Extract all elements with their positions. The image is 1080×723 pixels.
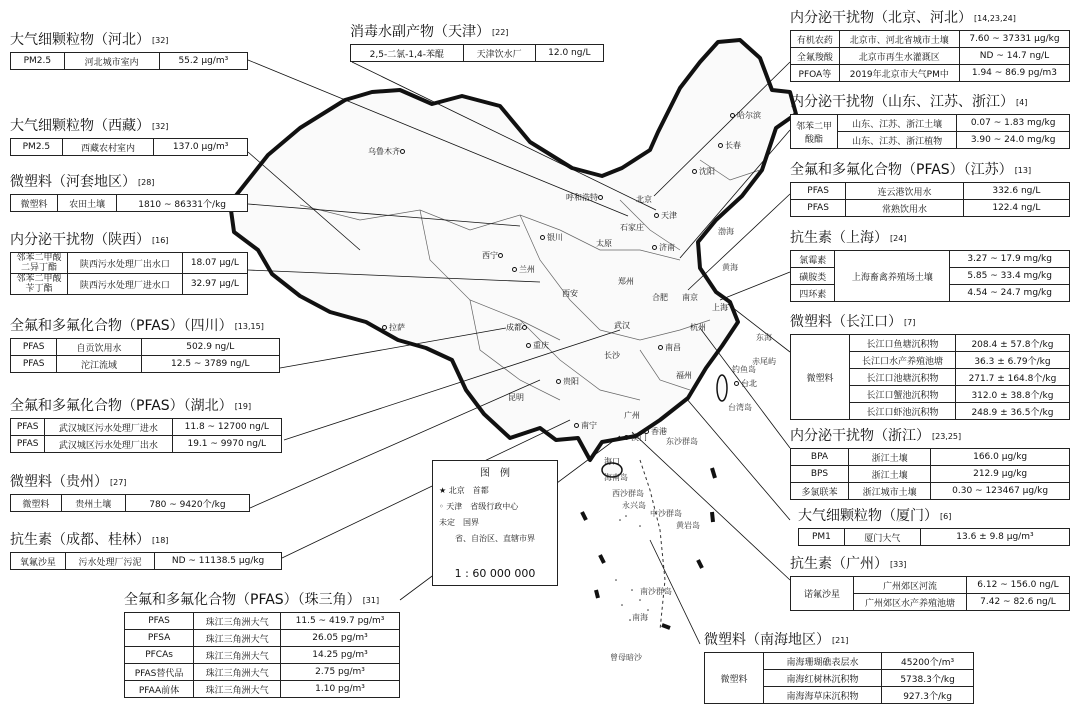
panel-title: 抗生素（成都、桂林） [18]	[10, 532, 169, 548]
table-row: PFAA前体 珠江三角洲大气 1.10 pg/m³	[125, 681, 400, 698]
label-dongsha: 东沙群岛	[666, 437, 698, 446]
label-nanhai: 南海	[632, 613, 648, 622]
table-row: 微塑料 长江口鱼塘沉积物 208.4 ± 57.8个/kg	[791, 335, 1070, 352]
panel-table	[10, 194, 248, 212]
panel-abx-chengdu-guilin	[10, 532, 282, 570]
panel-title: 微塑料（长江口） [7]	[790, 314, 916, 330]
panel-edc-shaanxi	[10, 232, 248, 295]
table-row: 长江口虾池沉积物 248.9 ± 36.5个/kg	[791, 403, 1070, 420]
city-harbin: 哈尔滨	[730, 110, 761, 121]
table-row: 长江口蟹池沉积物 312.0 ± 38.8个/kg	[791, 386, 1070, 403]
table-row: 有机农药 北京市、河北省城市土壤 7.60 ~ 37331 μg/kg	[791, 31, 1070, 48]
table-row: 长江口水产养殖池塘 36.3 ± 6.79个/kg	[791, 352, 1070, 369]
city-hangzhou: 杭州	[690, 323, 706, 332]
panel-title: 全氟和多氟化合物（PFAS）（四川） [13,15]	[10, 318, 264, 334]
panel-table	[798, 528, 1070, 546]
city-lanzhou: 兰州	[512, 264, 535, 275]
city-shenyang: 沈阳	[692, 166, 715, 177]
table-row: PFSA 珠江三角洲大气 26.05 pg/m³	[125, 630, 400, 647]
city-tianjin: 天津	[654, 210, 677, 221]
city-changchun: 长春	[718, 140, 741, 151]
panel-table	[350, 44, 604, 62]
table-row: 山东、江苏、浙江植物 3.90 ~ 24.0 mg/kg	[791, 132, 1070, 149]
city-lhasa: 拉萨	[382, 322, 405, 333]
panel-edc-sd-js-zj	[790, 94, 1070, 149]
city-nanning: 南宁	[574, 420, 597, 431]
panel-pfas-prd	[124, 592, 400, 698]
city-hohhot: 呼和浩特	[566, 192, 605, 203]
table-row: 微塑料 农田土壤 1810 ~ 86331个/kg	[11, 195, 248, 212]
city-shanghai: 上海	[712, 303, 728, 312]
table-row: 磺胺类 5.85 ~ 33.4 mg/kg	[791, 268, 1070, 285]
legend-title: 图 例	[480, 468, 510, 479]
label-donghai: 东海	[756, 333, 772, 342]
city-hefei: 合肥	[652, 293, 668, 302]
legend-province-border: 省、自治区、直辖市界	[439, 534, 535, 543]
table-row: 长江口池塘沉积物 271.7 ± 164.8个/kg	[791, 369, 1070, 386]
city-chengdu: 成都	[506, 322, 529, 333]
panel-mp-yangtze	[790, 314, 1070, 420]
table-row: 氯霉素 上海畜禽养殖场土壤 3.27 ~ 17.9 mg/kg	[791, 251, 1070, 268]
panel-table	[10, 418, 282, 453]
table-row: 四环素 4.54 ~ 24.7 mg/kg	[791, 285, 1070, 302]
taiwan-island	[717, 375, 727, 401]
table-row: PFAS替代品 珠江三角洲大气 2.75 pg/m³	[125, 664, 400, 681]
table-row: 广州郊区水产养殖池塘 7.42 ~ 82.6 ng/L	[791, 594, 1070, 611]
panel-table	[10, 338, 280, 373]
label-chiwei: 赤尾屿	[752, 357, 776, 366]
panel-title: 大气细颗粒物（厦门） [6]	[798, 508, 952, 524]
panel-title: 内分泌干扰物（陕西） [16]	[10, 232, 169, 248]
table-row: 邻苯二甲酸苄丁酯 陕西污水处理厂进水口 32.97 μg/L	[11, 274, 248, 295]
panel-title: 内分泌干扰物（北京、河北） [14,23,24]	[790, 10, 1016, 26]
panel-pm-xizang	[10, 118, 248, 156]
panel-mp-southsea	[704, 632, 974, 704]
table-row: PFAS 武汉城区污水处理厂进水 11.8 ~ 12700 ng/L	[11, 419, 282, 436]
table-row: 南海红树林沉积物 5738.3个/kg	[705, 670, 974, 687]
city-beijing: 北京	[636, 195, 652, 204]
table-row: PM2.5 河北城市室内 55.2 μg/m³	[11, 53, 248, 70]
label-diaoyu: 钓鱼岛	[732, 365, 756, 374]
city-hongkong: 香港	[644, 426, 667, 437]
table-row: PFAS 自贡饮用水 502.9 ng/L	[11, 339, 280, 356]
table-row: PM2.5 西藏农村室内 137.0 μg/m³	[11, 139, 248, 156]
panel-table	[790, 114, 1070, 149]
city-wuhan: 武汉	[614, 321, 630, 330]
panel-table	[790, 334, 1070, 420]
city-zhengzhou: 郑州	[618, 277, 634, 286]
table-row: PM1 厦门大气 13.6 ± 9.8 μg/m³	[799, 529, 1070, 546]
legend-scale: 1 : 60 000 000	[454, 567, 536, 580]
panel-pfas-sichuan	[10, 318, 280, 373]
city-urumqi: 乌鲁木齐	[368, 146, 407, 157]
panel-pfas-hubei	[10, 398, 282, 453]
panel-title: 内分泌干扰物（山东、江苏、浙江） [4]	[790, 94, 1028, 110]
legend-capital: ★ 北京 首都	[439, 486, 489, 495]
city-guangzhou: 广州	[624, 411, 640, 420]
city-kunming: 昆明	[508, 393, 524, 402]
city-jinan: 济南	[652, 242, 675, 253]
city-shijiazhuang: 石家庄	[620, 223, 644, 232]
city-taipei: 台北	[734, 378, 757, 389]
city-xining: 西宁	[482, 250, 505, 261]
table-row: 氧氟沙星 污水处理厂污泥 ND ~ 11138.5 μg/kg	[11, 553, 282, 570]
panel-table	[790, 576, 1070, 611]
city-guiyang: 贵阳	[556, 376, 579, 387]
table-row: 邻苯二甲酸酯 山东、江苏、浙江土壤 0.07 ~ 1.83 mg/kg	[791, 115, 1070, 132]
panel-table	[124, 612, 400, 698]
label-hainan: 海南岛	[604, 473, 628, 482]
label-huangyan: 黄岩岛	[676, 521, 700, 530]
panel-title: 微塑料（河套地区） [28]	[10, 174, 155, 190]
panel-title: 微塑料（贵州） [27]	[10, 474, 127, 490]
panel-table	[790, 448, 1070, 500]
city-nanchang: 南昌	[658, 342, 681, 353]
table-row: PFAS 连云港饮用水 332.6 ng/L	[791, 183, 1070, 200]
city-macau: 澳门	[624, 432, 647, 443]
table-row: 微塑料 贵州土壤 780 ~ 9420个/kg	[11, 495, 250, 512]
table-row: 多氯联苯 浙江城市土壤 0.30 ~ 123467 μg/kg	[791, 483, 1070, 500]
table-row: 邻苯二甲酸二异丁酯 陕西污水处理厂出水口 18.07 μg/L	[11, 253, 248, 274]
label-zhongsha: 中沙群岛	[650, 509, 682, 518]
panel-edc-beijing-hebei	[790, 10, 1070, 82]
city-fuzhou: 福州	[676, 371, 692, 380]
table-row: 全氟羧酸 北京市再生水灌溉区 ND ~ 14.7 ng/L	[791, 48, 1070, 65]
table-row: PFAS 珠江三角洲大气 11.5 ~ 419.7 pg/m³	[125, 613, 400, 630]
label-xisha: 西沙群岛	[612, 489, 644, 498]
panel-table	[10, 494, 250, 512]
panel-title: 抗生素（广州） [33]	[790, 556, 907, 572]
city-haikou: 海口	[604, 457, 620, 466]
panel-title: 全氟和多氟化合物（PFAS）（珠三角） [31]	[124, 592, 380, 608]
panel-table	[790, 182, 1070, 217]
table-row: PFAS 常熟饮用水 122.4 ng/L	[791, 200, 1070, 217]
panel-table	[704, 652, 974, 704]
table-row: PFOA等 2019年北京市大气PM中 1.94 ~ 86.9 pg/m3	[791, 65, 1070, 82]
table-row: BPA 浙江土壤 166.0 μg/kg	[791, 449, 1070, 466]
table-row: BPS 浙江土壤 212.9 μg/kg	[791, 466, 1070, 483]
panel-title: 抗生素（上海） [24]	[790, 230, 907, 246]
table-row: PFAS 武汉城区污水处理厂出水 19.1 ~ 9970 ng/L	[11, 436, 282, 453]
island-dashes	[582, 468, 715, 628]
map-legend	[432, 460, 558, 586]
panel-title: 大气细颗粒物（河北） [32]	[10, 32, 169, 48]
table-row: 诺氟沙星 广州郊区河流 6.12 ~ 156.0 ng/L	[791, 577, 1070, 594]
island-dots	[615, 515, 649, 621]
panel-pfas-jiangsu	[790, 162, 1070, 217]
city-nanjing: 南京	[682, 293, 698, 302]
city-chongqing: 重庆	[526, 340, 549, 351]
panel-title: 全氟和多氟化合物（PFAS）（湖北） [19]	[10, 398, 252, 414]
panel-pm-xiamen	[798, 508, 1070, 546]
panel-title: 内分泌干扰物（浙江） [23,25]	[790, 428, 962, 444]
city-xian: 西安	[562, 289, 578, 298]
city-yinchuan: 银川	[540, 232, 563, 243]
legend-national-border: 未定 国界	[439, 518, 479, 527]
panel-table	[790, 30, 1070, 82]
panel-title: 消毒水副产物（天津） [22]	[350, 24, 509, 40]
panel-title: 大气细颗粒物（西藏） [32]	[10, 118, 169, 134]
panel-disinfection-tianjin	[350, 24, 604, 62]
panel-abx-guangzhou	[790, 556, 1070, 611]
panel-mp-guizhou	[10, 474, 250, 512]
panel-edc-zhejiang	[790, 428, 1070, 500]
label-bohai: 渤海	[718, 227, 734, 236]
panel-mp-hetao	[10, 174, 248, 212]
table-row: 南海海草床沉积物 927.3个/kg	[705, 687, 974, 704]
panel-pm-hebei	[10, 32, 248, 70]
panel-title: 全氟和多氟化合物（PFAS）（江苏） [13]	[790, 162, 1032, 178]
panel-table	[790, 250, 1070, 302]
city-changsha: 长沙	[604, 351, 620, 360]
panel-table	[10, 552, 282, 570]
label-yongxing: 永兴岛	[622, 501, 646, 510]
table-row: PFAS 沱江流域 12.5 ~ 3789 ng/L	[11, 356, 280, 373]
label-huanghai: 黄海	[722, 263, 738, 272]
panel-abx-shanghai	[790, 230, 1070, 302]
panel-table	[10, 138, 248, 156]
label-nansha: 南沙群岛	[640, 587, 672, 596]
label-zengmu: 曾母暗沙	[610, 653, 642, 662]
panel-title: 微塑料（南海地区） [21]	[704, 632, 849, 648]
panel-table	[10, 52, 248, 70]
table-row: 2,5-二氯-1,4-苯醌 天津饮水厂 12.0 ng/L	[351, 45, 604, 62]
table-row: 微塑料 南海珊瑚礁表层水 45200个/m³	[705, 653, 974, 670]
label-taiwan: 台湾岛	[728, 403, 752, 412]
city-taiyuan: 太原	[596, 239, 612, 248]
legend-provincial-center: ◦ 天津 省级行政中心	[439, 502, 519, 511]
table-row: PFCAs 珠江三角洲大气 14.25 pg/m³	[125, 647, 400, 664]
panel-table	[10, 252, 248, 295]
